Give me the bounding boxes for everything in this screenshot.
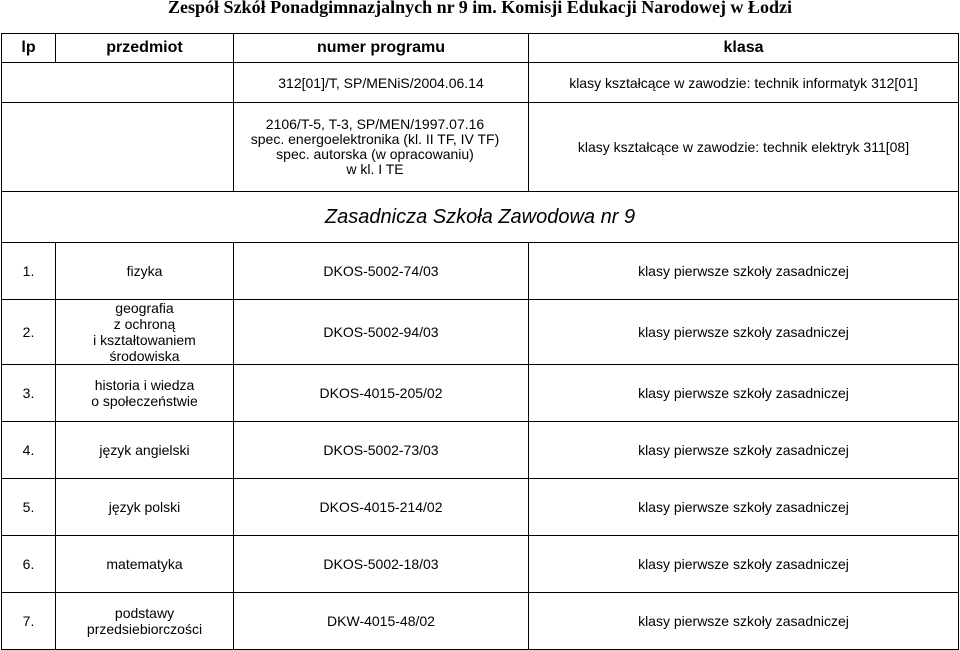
table-row [2,422,959,479]
klasa-cell: klasy pierwsze szkoły zasadniczej [529,422,959,479]
program-cell: DKOS-5002-94/03 [234,300,529,365]
przedmiot-cell [56,365,234,422]
przedmiot-line: język angielski [99,442,190,458]
przedmiot-line: język polski [108,499,181,515]
program-row [2,103,959,192]
przedmiot-line: fizyka [126,263,163,279]
przedmiot-cell [56,479,234,536]
header-klasa: klasa [529,34,959,63]
header-numer-programu: numer programu [234,34,529,63]
program-cell: 312[01]/T, SP/MENiS/2004.06.14 [234,63,529,103]
lp-cell: 5. [2,479,56,536]
przedmiot-cell [56,593,234,650]
program-cell: DKOS-4015-214/02 [234,479,529,536]
przedmiot-line: z ochroną [113,316,176,332]
header-przedmiot: przedmiot [56,34,234,63]
przedmiot-line: matematyka [106,556,183,572]
przedmiot-line: geografia [115,300,174,316]
lp-cell: 6. [2,536,56,593]
program-cell: DKOS-5002-18/03 [234,536,529,593]
program-cell [234,103,529,192]
table-row [2,593,959,650]
przedmiot-line: podstawy przedsiebiorczości [86,605,203,637]
klasa-cell: klasy pierwsze szkoły zasadniczej [529,536,959,593]
przedmiot-line: historia i wiedza [94,377,195,393]
lp-cell: 7. [2,593,56,650]
table-row [2,479,959,536]
program-row-empty [2,63,234,103]
program-line: 2106/T-5, T-3, SP/MEN/1997.07.16 [265,116,485,132]
przedmiot-cell [56,536,234,593]
klasa-cell: klasy pierwsze szkoły zasadniczej [529,593,959,650]
program-cell: DKOS-5002-73/03 [234,422,529,479]
table-row [2,243,959,300]
table-row [2,365,959,422]
klasa-cell: klasy pierwsze szkoły zasadniczej [529,479,959,536]
klasa-cell: klasy pierwsze szkoły zasadniczej [529,300,959,365]
lp-cell: 4. [2,422,56,479]
lp-cell: 2. [2,300,56,365]
program-row [2,63,959,103]
table-row [2,536,959,593]
section-title: Zasadnicza Szkoła Zawodowa nr 9 [2,192,959,243]
klasa-cell: klasy kształcące w zawodzie: technik informatyk 312[01] [529,63,959,103]
przedmiot-cell [56,243,234,300]
program-cell: DKW-4015-48/02 [234,593,529,650]
przedmiot-cell [56,422,234,479]
program-line: spec. autorska (w opracowaniu) [276,146,474,162]
program-cell: DKOS-4015-205/02 [234,365,529,422]
program-line: spec. energoelektronika (kl. II TF, IV TF) [250,131,500,147]
header-row [2,34,959,63]
przedmiot-line: o społeczeństwie [91,393,198,409]
przedmiot-line: i kształtowaniem środowiska [93,332,196,364]
lp-cell: 1. [2,243,56,300]
klasa-cell: klasy kształcące w zawodzie: technik elektryk 311[08] [529,103,959,192]
klasa-cell: klasy pierwsze szkoły zasadniczej [529,243,959,300]
klasa-cell: klasy pierwsze szkoły zasadniczej [529,365,959,422]
section-row [2,192,959,243]
curriculum-table [1,33,959,650]
program-row-empty [2,103,234,192]
program-line: w kl. I TE [346,161,404,177]
program-cell: DKOS-5002-74/03 [234,243,529,300]
header-lp: lp [2,34,56,63]
przedmiot-cell [56,300,234,365]
school-title: Zespół Szkół Ponadgimnazjalnych nr 9 im. Komisji Edukacji Narodowej w Łodzi [168,0,792,17]
lp-cell: 3. [2,365,56,422]
table-row [2,300,959,365]
